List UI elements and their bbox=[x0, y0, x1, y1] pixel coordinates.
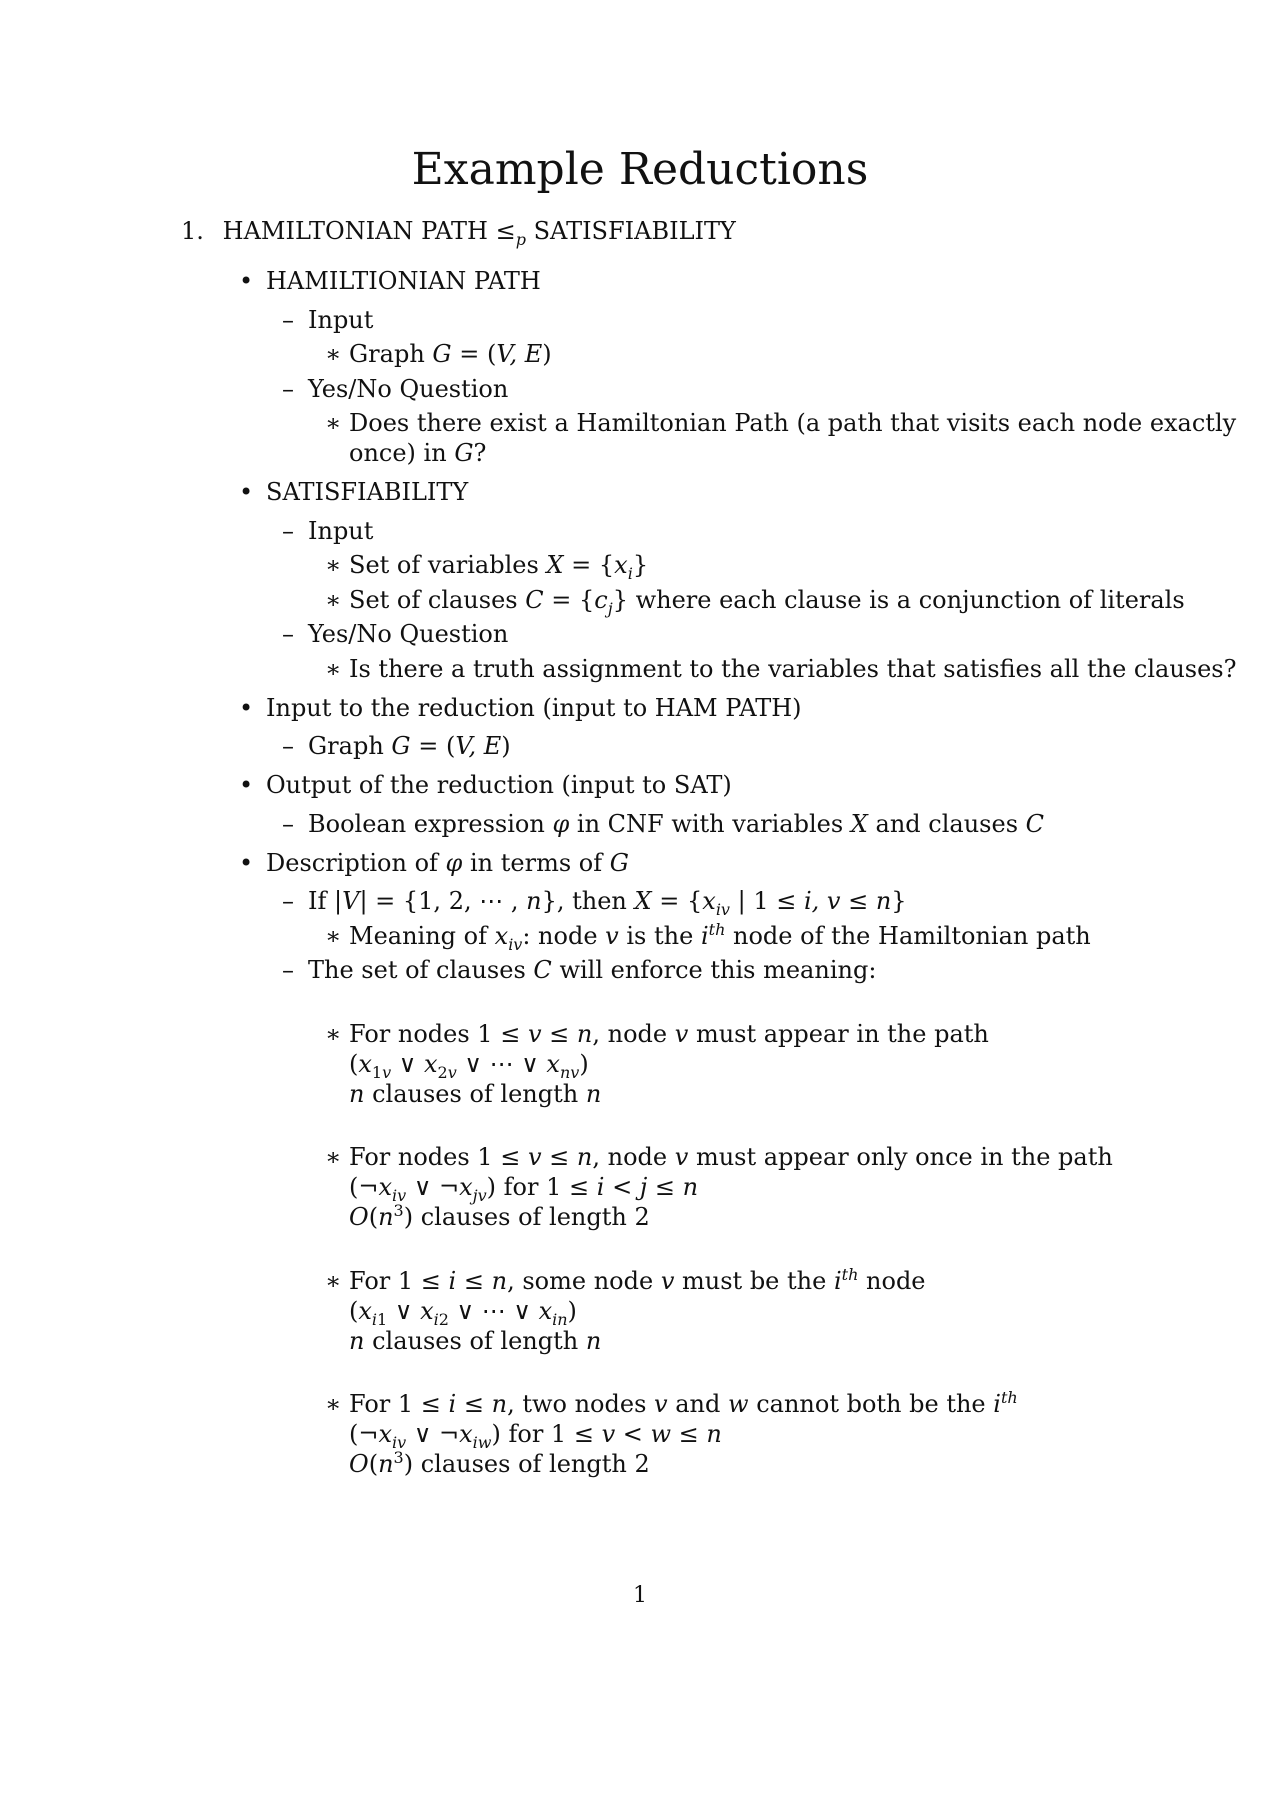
dash-icon: – bbox=[282, 375, 294, 403]
asterisk-icon: ∗ bbox=[325, 1267, 342, 1295]
description-heading: Description of φ in terms of G bbox=[266, 849, 629, 877]
clause4-formula: ($\neg x_{iv}$ ∨ $\neg x_{iw}$) for 1 ≤ v < w ≤ n bbox=[349, 1420, 722, 1452]
sat-yesno: Yes/No Question bbox=[308, 620, 509, 648]
clause1-formula: ($x_{1v}$ ∨ $x_{2v}$ ∨ ⋯ ∨ $x_{nv}$) bbox=[349, 1050, 589, 1082]
page-number: 1 bbox=[633, 1583, 647, 1608]
section-heading bbox=[181, 217, 736, 249]
reduction-input-heading: Input to the reduction (input to HAM PATH) bbox=[266, 694, 802, 722]
sat-vars: Set of variables $X = \{x_i\}$ bbox=[349, 551, 649, 583]
sat-heading: SATISFIABILITY bbox=[266, 478, 469, 506]
ham-input: Input bbox=[308, 306, 374, 334]
asterisk-icon: ∗ bbox=[325, 586, 342, 614]
bullet-icon: • bbox=[239, 694, 254, 722]
section-number: 1. bbox=[181, 217, 204, 245]
dash-icon: – bbox=[282, 956, 294, 984]
ham-question-line1: Does there exist a Hamiltonian Path (a path that visits each node exactly bbox=[349, 409, 1237, 437]
ham-graph: Graph G = (V, E) bbox=[349, 340, 552, 368]
asterisk-icon: ∗ bbox=[325, 409, 342, 437]
dash-icon: – bbox=[282, 517, 294, 545]
dash-icon: – bbox=[282, 887, 294, 915]
description-meaning: Meaning of $x_{iv}$: node v is the $i^{th}$ node of the Hamiltonian path bbox=[349, 920, 1091, 954]
clause1-count: n clauses of length n bbox=[349, 1080, 602, 1108]
page-title: Example Reductions bbox=[411, 144, 869, 195]
asterisk-icon: ∗ bbox=[325, 551, 342, 579]
sat-input: Input bbox=[308, 517, 374, 545]
section-right: SATISFIABILITY bbox=[533, 217, 736, 245]
clause2-count: $O(n^3)$ clauses of length 2 bbox=[349, 1201, 650, 1231]
dash-icon: – bbox=[282, 810, 294, 838]
clause3-desc: For 1 ≤ i ≤ n, some node v must be the $i^{th}$ node bbox=[349, 1265, 926, 1295]
bullet-icon: • bbox=[239, 771, 254, 799]
clause2-desc: For nodes 1 ≤ v ≤ n, node v must appear only once in the path bbox=[349, 1143, 1113, 1171]
dash-icon: – bbox=[282, 620, 294, 648]
section-rel: $\le_p$ bbox=[495, 217, 526, 249]
bullet-icon: • bbox=[239, 849, 254, 877]
reduction-output-heading: Output of the reduction (input to SAT) bbox=[266, 771, 732, 799]
asterisk-icon: ∗ bbox=[325, 1143, 342, 1171]
clause4-count: $O(n^3)$ clauses of length 2 bbox=[349, 1448, 650, 1478]
asterisk-icon: ∗ bbox=[325, 922, 342, 950]
bullet-icon: • bbox=[239, 478, 254, 506]
asterisk-icon: ∗ bbox=[325, 340, 342, 368]
dash-icon: – bbox=[282, 306, 294, 334]
asterisk-icon: ∗ bbox=[325, 1020, 342, 1048]
description-if: If |V| = {1, 2, ⋯ , n}, then $X = \{x_{iv}$ | 1 ≤ i, v ≤ n} bbox=[308, 887, 907, 919]
reduction-output-expr: Boolean expression φ in CNF with variables X and clauses C bbox=[308, 810, 1045, 838]
asterisk-icon: ∗ bbox=[325, 655, 342, 683]
clause3-formula: ($x_{i1}$ ∨ $x_{i2}$ ∨ ⋯ ∨ $x_{in}$) bbox=[349, 1297, 577, 1329]
bullet-icon: • bbox=[239, 267, 254, 295]
asterisk-icon: ∗ bbox=[325, 1390, 342, 1418]
ham-question-line2: once) in G? bbox=[349, 439, 487, 467]
reduction-input-graph: Graph G = (V, E) bbox=[308, 732, 511, 760]
sat-question: Is there a truth assignment to the variables that satisfies all the clauses? bbox=[349, 655, 1237, 683]
sat-clauses: Set of clauses $C = \{c_j\}$ where each clause is a conjunction of literals bbox=[349, 586, 1185, 618]
description-enforce: The set of clauses C will enforce this meaning: bbox=[308, 956, 877, 984]
section-left: HAMILTONIAN PATH bbox=[222, 217, 488, 245]
clause1-desc: For nodes 1 ≤ v ≤ n, node v must appear in the path bbox=[349, 1020, 989, 1048]
ham-yesno: Yes/No Question bbox=[308, 375, 509, 403]
dash-icon: – bbox=[282, 732, 294, 760]
ham-heading: HAMILTIONIAN PATH bbox=[266, 267, 541, 295]
clause2-formula: ($\neg x_{iv}$ ∨ $\neg x_{jv}$) for 1 ≤ i < j ≤ n bbox=[349, 1173, 699, 1205]
clause3-count: n clauses of length n bbox=[349, 1327, 602, 1355]
clause4-desc: For 1 ≤ i ≤ n, two nodes v and w cannot both be the $i^{th}$ bbox=[349, 1388, 1018, 1418]
